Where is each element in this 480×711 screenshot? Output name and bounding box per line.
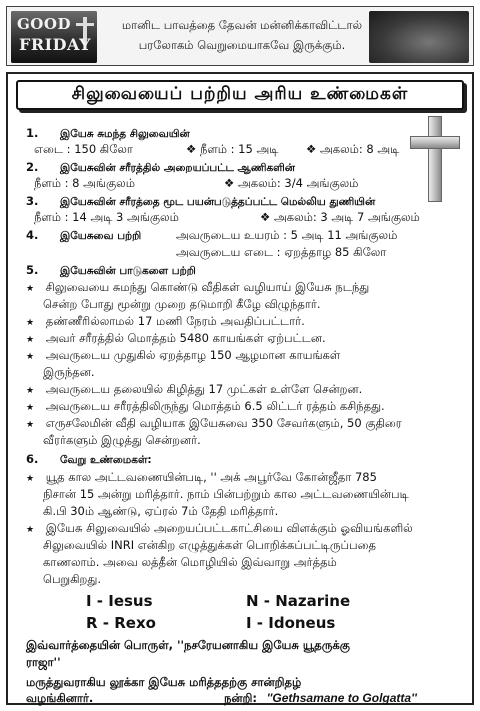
inri-n-nazarine: N - Nazarine [246, 592, 351, 610]
list-item-continued: காணலாம். அவை லத்தீன் மொழியில் இவ்வாறு அர்த்தம் [43, 555, 337, 569]
section2-header [26, 160, 295, 176]
section1-number: 1. [26, 126, 39, 140]
bullet-star-icon: ★ [26, 525, 35, 535]
section1-length: ❖ நீளம் : 15 அடி [186, 142, 279, 156]
list-item: ★ அவருடைய சரீரத்திலிருந்து மொத்தம் 6.5 லிட்டர் ரத்தம் கசிந்தது. [26, 399, 385, 413]
section4-weight: அவருடைய எடை : ஏறத்தாழ 85 கிலோ [176, 245, 387, 259]
banner-caption-line1: மானிட பாவத்தை தேவன் மன்னிக்காவிட்டால் [121, 18, 363, 32]
section5-heading: இயேசுவின் பாடுகளை பற்றி [60, 265, 196, 277]
list-item-continued: பெறுகிறது. [43, 572, 101, 586]
credit-label: நன்றி: [224, 691, 258, 705]
section4-header [26, 228, 141, 244]
section3-heading: இயேசுவின் சரீரத்தை மூட பயன்படுத்தப்பட்ட மெல்லிய துணியின் [60, 196, 376, 208]
facts-box [6, 72, 474, 705]
list-item: ★ இயேசு சிலுவையில் அறையப்பட்டகாட்சியை விளக்கும் ஓவியங்களில் [26, 521, 413, 535]
inri-r-rexo: R - Rexo [86, 614, 156, 632]
list-item-continued: வீரர்களும் இழுத்து சென்றனர். [43, 433, 201, 447]
closing-line2: வழங்கினார். [26, 691, 94, 705]
list-item: ★ தண்ணீரில்லாமல் 17 மணி நேரம் அவதிப்பட்டார். [26, 314, 305, 328]
list-item-continued: கி.பி 30ம் ஆண்டு, ஏப்ரல் 7ம் தேதி மரித்தார். [43, 504, 279, 518]
bullet-diamond-icon: ❖ [186, 142, 200, 156]
list-item-continued: இருந்தன. [43, 365, 95, 379]
section1-width: ❖ அகலம்: 8 அடி [306, 142, 400, 156]
section4-height: அவருடைய உயரம் : 5 அடி 11 அங்குலம் [176, 228, 398, 242]
bullet-star-icon: ★ [26, 318, 35, 328]
banner-caption [117, 15, 367, 55]
page-title: சிலுவையைப் பற்றிய அரிய உண்மைகள் [71, 84, 409, 104]
list-item: ★ யூத கால அட்டவணையின்படி, '' அக் அபூர்வே கோன்ஜீதா 785 [26, 470, 377, 484]
section5-number: 5. [26, 263, 39, 277]
section2-heading: இயேசுவின் சரீரத்தில் அறையப்பட்ட ஆணிகளின் [60, 162, 295, 174]
list-item: ★ சிலுவையை சுமந்து கொண்டு வீதிகள் வழியாய் இயேசு நடந்து [26, 280, 370, 294]
section6-number: 6. [26, 452, 39, 466]
facts-content [8, 74, 476, 707]
list-item-continued: சிலுவையில் INRI என்கிற எழுத்துக்கள் பொறிக்கப்பட்டிருப்பதை [43, 538, 376, 552]
list-item-continued: நிசான் 15 அன்று மரித்தார். நாம் பின்பற்றும் கால அட்டவணையின்படி [43, 487, 409, 501]
crown-of-thorns-image [369, 11, 469, 63]
list-item: ★ அவருடைய தலையில் கிழித்து 17 முட்கள் உள்ளே சென்றன. [26, 382, 363, 396]
bullet-star-icon: ★ [26, 335, 35, 345]
bullet-diamond-icon: ❖ [260, 210, 274, 224]
section3-number: 3. [26, 194, 39, 208]
good-friday-badge [11, 11, 97, 63]
list-item: ★ அவர் சரீரத்தில் மொத்தம் 5480 காயங்கள் ஏற்பட்டன. [26, 331, 326, 345]
section2-width: ❖ அகலம்: 3/4 அங்குலம் [224, 176, 359, 190]
inri-meaning-line2: ராஜா'' [26, 655, 61, 669]
list-item: ★ அவருடைய முதுகில் ஏறத்தாழ 150 ஆழமான காயங்கள் [26, 348, 341, 362]
badge-text-friday: FRIDAY [19, 35, 92, 54]
inri-i-iesus: I - Iesus [86, 592, 153, 610]
bullet-star-icon: ★ [26, 284, 35, 294]
section1-heading: இயேசு சுமந்த சிலுவையின் [60, 128, 190, 140]
section2-number: 2. [26, 160, 39, 174]
section2-length: நீளம் : 8 அங்குலம் [34, 176, 135, 190]
inri-i-idoneus: I - Idoneus [246, 614, 336, 632]
section4-heading: இயேசுவை பற்றி [60, 230, 142, 242]
closing-line1: மருத்துவராகிய லூக்கா இயேசு மரித்ததற்கு சான்றிதழ் [26, 675, 302, 689]
banner-caption-line2: பரலோகம் வெறுமையாகவே இருக்கும். [138, 38, 346, 52]
section1-header [26, 126, 190, 142]
list-item: ★ எருசலேமின் வீதி வழியாக இயேசுவை 350 சேவர்களும், 50 குதிரை [26, 416, 402, 430]
section5-header [26, 263, 196, 279]
header-banner [6, 6, 474, 66]
bullet-star-icon: ★ [26, 386, 35, 396]
inri-meaning-line1: இவ்வார்த்தையின் பொருள், ''நசரேயனாகிய இயேசு யூதருக்கு [26, 638, 350, 652]
section3-length: நீளம் : 14 அடி 3 அங்குலம் [34, 210, 179, 224]
bullet-star-icon: ★ [26, 420, 35, 430]
bullet-diamond-icon: ❖ [224, 176, 238, 190]
bullet-star-icon: ★ [26, 474, 35, 484]
badge-text-good: GOOD [17, 15, 71, 33]
bullet-star-icon: ★ [26, 403, 35, 413]
source-credit [224, 691, 417, 706]
section3-width: ❖ அகலம்: 3 அடி 7 அங்குலம் [260, 210, 420, 224]
list-item-continued: சென்ற போது மூன்று முறை தடுமாறி கீழே விழுந்தார். [43, 297, 321, 311]
section6-heading: வேறு உண்மைகள்: [60, 454, 152, 466]
section1-weight: எடை : 150 கிலோ [34, 142, 133, 156]
section3-header [26, 194, 375, 210]
bullet-star-icon: ★ [26, 352, 35, 362]
section4-number: 4. [26, 228, 39, 242]
credit-source: ''Gethsamane to Golgatta'' [266, 691, 417, 705]
section6-header [26, 452, 152, 468]
bullet-diamond-icon: ❖ [306, 142, 320, 156]
